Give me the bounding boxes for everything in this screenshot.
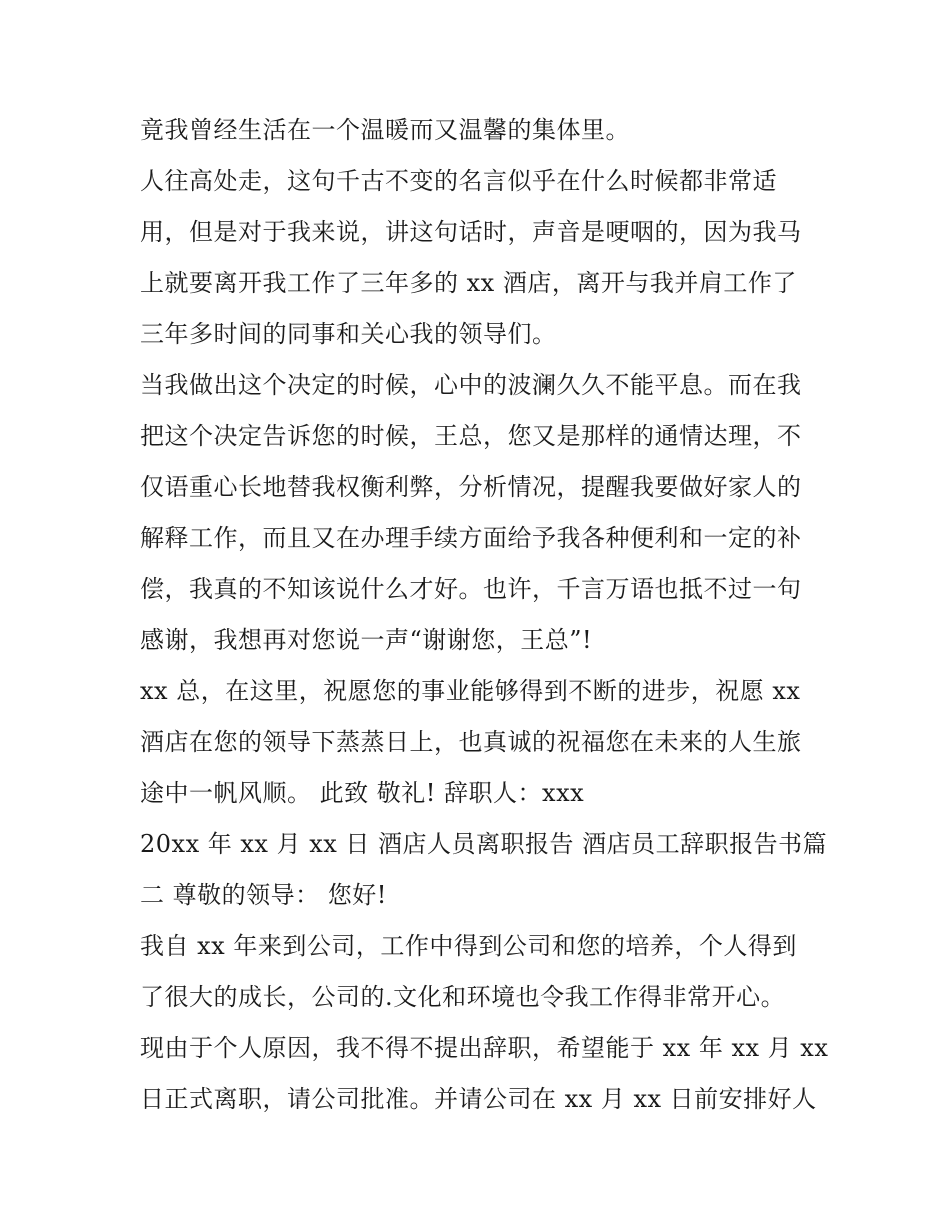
text-line: 仅语重心长地替我权衡利弊，分析情况，提醒我要做好家人的 <box>140 473 802 501</box>
text-line: 酒店在您的领导下蒸蒸日上，也真诚的祝福您在未来的人生旅 <box>140 728 802 756</box>
text-line: 用，但是对于我来说，讲这句话时，声音是哽咽的，因为我马 <box>140 218 802 246</box>
text-line: 把这个决定告诉您的时候，王总，您又是那样的通情达理，不 <box>140 422 802 450</box>
text-line: 了很大的成长，公司的.文化和环境也令我工作得非常开心。 <box>140 983 786 1011</box>
text-line: 现由于个人原因，我不得不提出辞职，希望能于 xx 年 xx 月 xx <box>140 1034 829 1062</box>
text-line: 三年多时间的同事和关心我的领导们。 <box>140 320 557 348</box>
text-line: 感谢，我想再对您说一声“谢谢您，王总”! <box>140 626 593 654</box>
text-line: 二 尊敬的领导： 您好! <box>140 881 387 909</box>
text-line: 上就要离开我工作了三年多的 xx 酒店，离开与我并肩工作了 <box>140 269 797 297</box>
text-line: 解释工作，而且又在办理手续方面给予我各种便利和一定的补 <box>140 524 802 552</box>
text-line: 途中一帆风顺。 此致 敬礼! 辞职人：xxx <box>140 779 585 807</box>
text-line: 日正式离职，请公司批准。并请公司在 xx 月 xx 日前安排好人 <box>140 1085 817 1113</box>
text-line: 人往高处走，这句千古不变的名言似乎在什么时候都非常适 <box>140 167 777 195</box>
text-line: 竟我曾经生活在一个温暖而又温馨的集体里。 <box>140 116 630 144</box>
text-line: 当我做出这个决定的时候，心中的波澜久久不能平息。而在我 <box>140 371 802 399</box>
text-line: 我自 xx 年来到公司，工作中得到公司和您的培养，个人得到 <box>140 932 797 960</box>
text-line: xx 总，在这里，祝愿您的事业能够得到不断的进步，祝愿 xx <box>140 677 801 705</box>
text-line: 偿，我真的不知该说什么才好。也许，千言万语也抵不过一句 <box>140 575 802 603</box>
text-line: 20xx 年 xx 月 xx 日 酒店人员离职报告 酒店员工辞职报告书篇 <box>140 830 828 858</box>
